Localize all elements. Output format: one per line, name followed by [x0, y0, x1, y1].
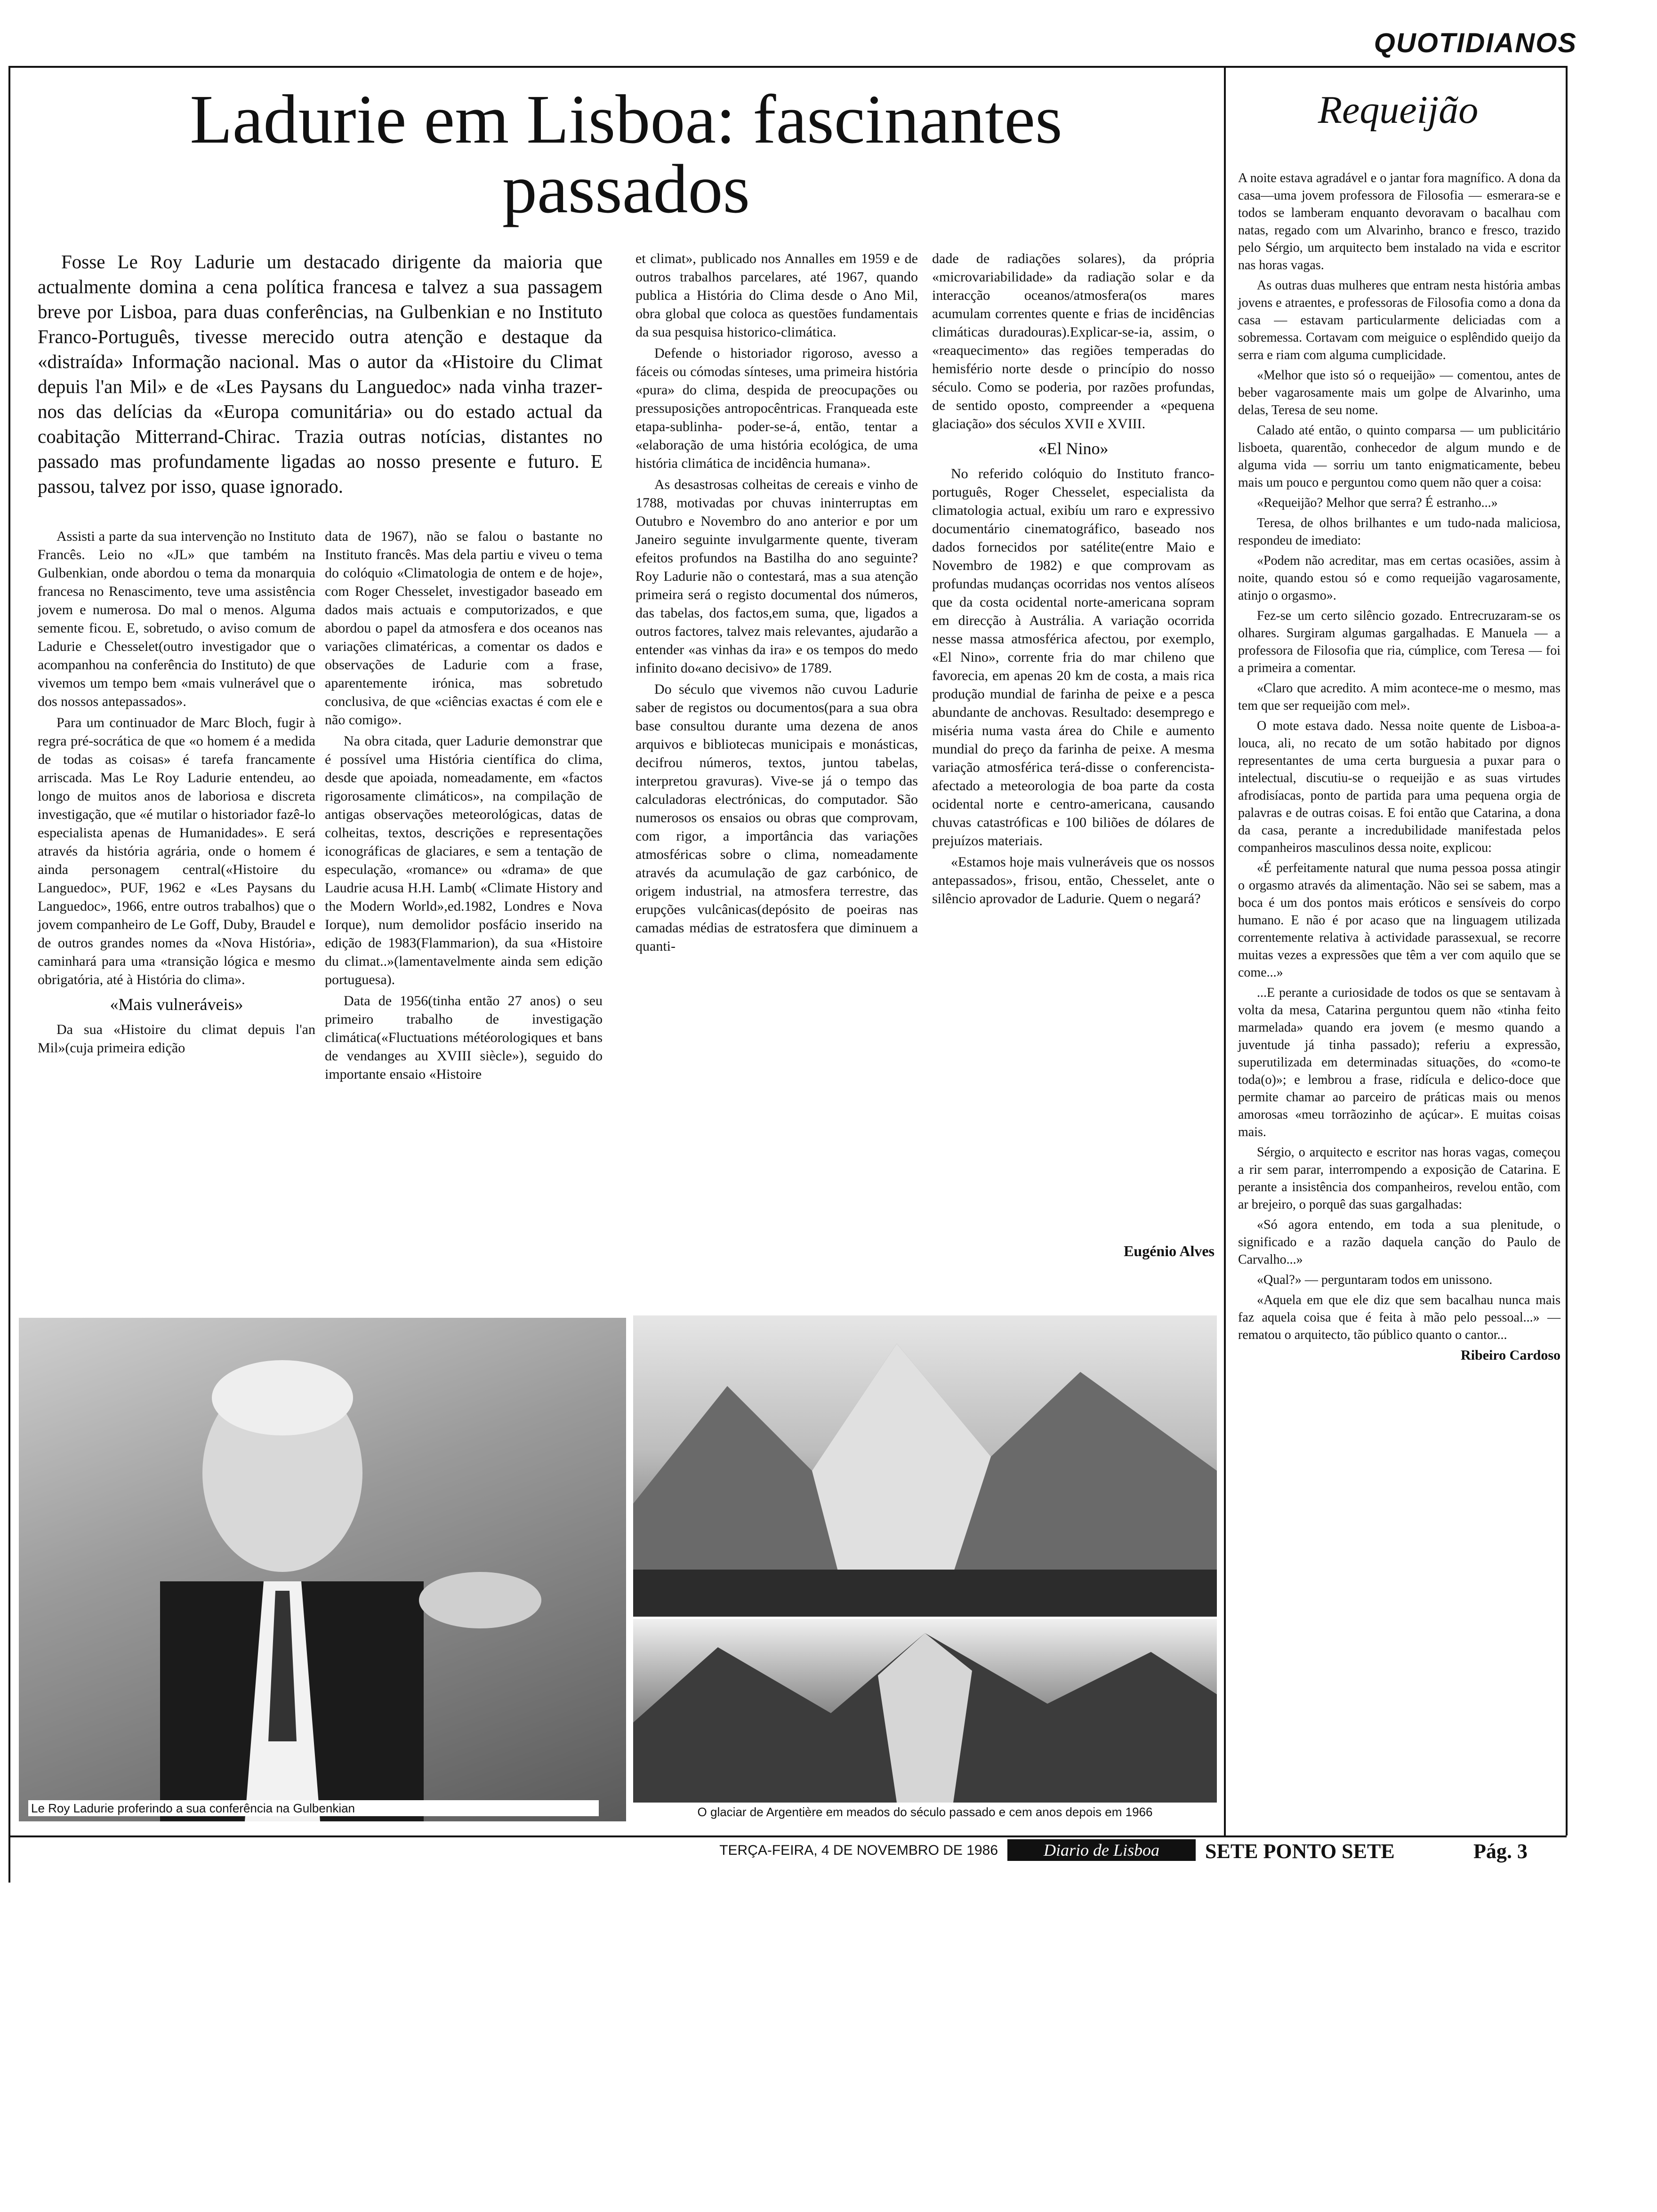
sidebar-title: Requeijão	[1318, 88, 1479, 132]
article-column-1	[38, 527, 315, 1060]
paragraph: No referido colóquio do Instituto franco-português, Roger Chesselet, especialista da climatologia actual, exibíu um raro e expressivo documentário cinematográfico, baseado nos dados fornecidos por satélite(entre Maio e Novembro de 1982) e que comprovam as profundas mudanças ocorridas nos ventos alíseos que da costa ocidental norte-americana sopram em direcção à Austrália. A variação ocorrida nesse massa atmosférica afectou, por exemplo, «El Nino», corrente fria do mar chileno que favorecia, em apenas 20 km de costa, a mais rica produção mundial de farinha de peixe e a pesca abundante de anchovas. Resultado: desemprego e miséria numa vasta área do Chile e aumento mundial do preço da farinha de peixe. A mesma variação atmosférica terá-disse o conferencista- afectado a meteorologia de boa parte da costa ocidental norte e centro-americana, causando chuvas catastróficas e 100 biliões de dólares de prejuízos materiais.	[932, 466, 1215, 849]
paragraph: «Só agora entendo, em toda a sua plenitude, o significado e a razão daquela canção do Paulo de Carvalho...»	[1238, 1218, 1560, 1267]
left-rule	[8, 66, 10, 1883]
paragraph: Para um continuador de Marc Bloch, fugir à regra pré-socrática de que «o homem é a medida de todas as coisas» é tarefa francamente arriscada. Mas Le Roy Ladurie entendeu, ao longo de muitos anos de laboriosa e discreta investigação, que «é mutilar o historiador fazê-lo especialista apenas de Humanidades». E será através da história agrária, onde o homem é ainda personagem central(«Histoire du Languedoc», PUF, 1962 e «Les Paysans du Languedoc», 1966, entre outros trabalhos) que o jovem companheiro de Le Goff, Duby, Braudel e de outros grandes nomes da «Nova História», caminhará para uma «transição lógica e mesmo obrigatória, até à História do clima».	[38, 715, 315, 987]
right-rule	[1566, 66, 1568, 1835]
column-divider	[1224, 66, 1226, 1835]
paragraph: Do século que vivemos não cuvou Ladurie saber de registos ou documentos(para a sua obra base consultou durante uma dezena de anos arquivos e bibliotecas municipais e monásticas, decifrou números, textos, juntou tabelas, interpretou gravuras). Vive-se já o tempo das calculadoras electrónicas, do computador. São numerosos os ensaios ou obras que comprovam, com rigor, a importância das variações atmosféricas sobre o clima, nomeadamente através da acumulação de gaz carbónico, de origem industrial, na atmosfera terrestre, das erupções vulcânicas(depósito de poeiras nas camadas médias de estratosfera que diminuem a quanti-	[635, 681, 918, 954]
paragraph: Teresa, de olhos brilhantes e um tudo-nada maliciosa, respondeu de imediato:	[1238, 516, 1560, 548]
page-title: Ladurie em Lisboa: fascinantes passados	[190, 81, 1062, 228]
article-column-3	[635, 249, 918, 958]
glacier-illustration	[633, 1315, 1217, 1617]
section-label: QUOTIDIANOS	[1374, 28, 1577, 58]
paragraph: Sérgio, o arquitecto e escritor nas horas vagas, começou a rir sem parar, interrompendo a exposição de Catarina. E perante a insistência dos companheiros, revelou então, com ar brejeiro, o porquê das suas gargalhadas:	[1238, 1145, 1560, 1212]
footer-masthead: Diario de Lisboa	[1007, 1839, 1196, 1861]
article-column-4	[932, 249, 1215, 911]
paragraph: O mote estava dado. Nessa noite quente de Lisboa-a-louca, ali, no recato de um sotão habitado por dignos representantes de uma certa burguesia a puxar para o intelectual, discutiu-se o requeijão e as suas virtudes afrodisíacas, ponto de partida para uma pequena orgia de palavras e de outras coisas. E foi então que Catarina, a dona da casa, perante a incredubilidade manifestada pelos companheiros masculinos dessa noite, explicou:	[1238, 719, 1560, 855]
paragraph: Na obra citada, quer Ladurie demonstrar que é possível uma História científica do clima, desde que apoiada, nomeadamente, em «factos rigorosamente climáticos», na compilação de antigas observações meteorológicas, datas de colheitas, textos, descrições e representações iconográficas de glaciares, e sem a tentação de especulação, «romance» ou «drama» de que Laudrie acusa H.H. Lamb( «Climate History and the Modern World»,ed.1982, Londres e Nova Iorque), num demolidor posfácio inserido na edição de 1983(Flammarion), da sua «Histoire du climat..»(lamentavelmente ainda sem edição portuguesa).	[325, 733, 603, 987]
glacier-1966-illustration	[633, 1619, 1217, 1803]
paragraph: «Estamos hoje mais vulneráveis que os nossos antepassados», frisou, então, Chesselet, ante o silêncio aprovador de Ladurie. Quem o negará?	[932, 854, 1215, 906]
paragraph: A noite estava agradável e o jantar fora magnífico. A dona da casa—uma jovem professora de Filosofia — esmerara-se e todos se lamberam enquanto devoravam o bacalhau com natas, regado com um Alvarinho, branco e fresco, trazido pelo Sérgio, um arquitecto bem instalado na vida e escritor nas horas vagas.	[1238, 171, 1560, 272]
footer-date: TERÇA-FEIRA, 4 DE NOVEMBRO DE 1986	[719, 1843, 998, 1858]
subheading-el-nino: «El Nino»	[1038, 439, 1109, 458]
paragraph: Fez-se um certo silêncio gozado. Entrecruzaram-se os olhares. Surgiram algumas gargalhadas. E Manuela — a professora de Filosofia que ria, cúmplice, com Teresa — foi a primeira a comentar.	[1238, 609, 1560, 675]
paragraph: dade de radiações solares), da própria «microvariabilidade» da radiação solar e da interacção oceanos/atmosfera(os mares acumulam correntes quente e frias de incidências climáticas duradouras).Explicar-se-ia, assim, o «reaquecimento» das regiões temperadas do hemisfério norte desde o princípio do nosso século. Como se poderia, por razões profundas, de sentido oposto, compreender a «pequena glaciação» dos séculos XVII e XVIII.	[932, 251, 1215, 432]
paragraph: «É perfeitamente natural que numa pessoa possa atingir o orgasmo através da alimentação. Não sei se sabem, mas a boca é um dos pontos mais eróticos e sensíveis do corpo humano. E não é por acaso que na linguagem utilizada correntemente relativa à actividade parassexual, se recorre muitas vezes a expressões que têm a ver com aquilo que se come...»	[1238, 861, 1560, 980]
paragraph: Calado até então, o quinto comparsa — um publicitário lisboeta, quarentão, conhecedor de algum mundo e de alguma vida — sorriu um tanto enigmaticamente, bebeu mais um pouco e perguntou como quem não quer a coisa:	[1238, 423, 1560, 490]
paragraph: «Aquela em que ele diz que sem bacalhau nunca mais faz aquela coisa que é feita à mão pelo pessoal...» — rematou o arquitecto, tão público quanto o cantor...	[1238, 1293, 1560, 1342]
paragraph: et climat», publicado nos Annalles em 1959 e de outros trabalhos parcelares, até 1967, quando publica a História do Clima desde o Ano Mil, obra global que coloca as questões fundamentais da sua pesquisa historico-climática.	[635, 251, 918, 340]
photo1-caption: Le Roy Ladurie proferindo a sua conferência na Gulbenkian	[28, 1800, 599, 1816]
photo-le-roy-ladurie	[19, 1318, 626, 1821]
paragraph: Data de 1956(tinha então 27 anos) o seu primeiro trabalho de investigação climática(«Fluctuations météorologiques et bans de vendanges au XVIII siècle»), seguido do importante ensaio «Histoire	[325, 993, 603, 1082]
portrait-illustration	[19, 1318, 626, 1821]
paragraph: «Qual?» — perguntaram todos em unissono.	[1257, 1273, 1493, 1287]
article-byline: Eugénio Alves	[1124, 1242, 1215, 1259]
subheading-mais-vulneraveis: «Mais vulneráveis»	[110, 995, 243, 1014]
glacier-photo-past	[633, 1315, 1217, 1617]
paragraph: Da sua «Histoire du climat depuis l'an Mil»(cuja primeira edição	[38, 1022, 315, 1056]
photo2-caption: O glaciar de Argentière em meados do século passado e cem anos depois em 1966	[697, 1805, 1153, 1819]
footer-supplement: SETE PONTO SETE	[1205, 1840, 1395, 1863]
paragraph: Defende o historiador rigoroso, avesso a fáceis ou cómodas sínteses, uma primeira história «pura» do clima, despida de preocupações ou pressuposições antropocêntricas. Franqueada este etapa-sublinha- poder-se-á, então, tentar a «elaboração de uma história ecológica, de uma história climática de incidência humana».	[635, 345, 918, 471]
paragraph: ...E perante a curiosidade de todos os que se sentavam à volta da mesa, Catarina perguntou quem não «tinha feito marmelada» quando era jovem (e mesmo quando a juventude já tinha passado); referiu a expressão, superutilizada em determinadas situações, do «como-te toda(o)»; e lembrou a frase, ridícula e delico-doce que permite chamar ao parceiro de práticas mais ou menos amorosas «meu torrãozinho de açúcar». E muitas coisas mais.	[1238, 986, 1560, 1139]
paragraph: As desastrosas colheitas de cereais e vinho de 1788, motivadas por chuvas ininterruptas em Outubro e Novembro do ano anterior e por um Janeiro seguinte invulgarmente quente, tiveram efeitos profundos na Bastilha do ano seguinte? Roy Ladurie não o contestará, mas a sua atenção primeira será o registo documental dos números, das tabelas, dos factos,em suma, que, ligados a outros factores, talvez mais relevantes, ajudarão a entender «as vinhas da ira» e os tempos do medo infinito do«ano decisivo» de 1789.	[635, 477, 918, 676]
glacier-photo-1966	[633, 1619, 1217, 1803]
footer-page-number: Pág. 3	[1473, 1840, 1528, 1863]
bottom-rule	[8, 1835, 1567, 1837]
top-rule	[8, 66, 1567, 68]
paragraph: As outras duas mulheres que entram nesta história ambas jovens e atraentes, e professoras de Filosofia como a dona da casa — estavam particularmente deliciadas com a sobremessa. Cortavam com meiguice o esplêndido queijo da serra e riam com alguma cumplicidade.	[1238, 278, 1560, 362]
paragraph: «Requeijão? Melhor que serra? É estranho...»	[1257, 496, 1498, 510]
lead-paragraph: Fosse Le Roy Ladurie um destacado dirigente da maioria que actualmente domina a cena política francesa e talvez a sua passagem breve por Lisboa, para duas conferências, na Gulbenkian e no Instituto Franco-Português, tivesse merecido outra atenção e destaque da «distraída» Informação nacional. Mas o autor da «Histoire du Climat depuis l'an Mil» e de «Les Paysans du Languedoc» nada vinha trazer-nos das delícias da «Europa comunitária» ou do estado actual da coabitação Mitterrand-Chirac. Trazia outras notícias, distantes no passado mas profundamente ligadas ao nosso presente e futuro. E passou, talvez por isso, quase ignorado.	[38, 251, 603, 497]
sidebar-column	[1238, 169, 1560, 1364]
paragraph: «Claro que acredito. A mim acontece-me o mesmo, mas tem que ser requeijão com mel».	[1238, 681, 1560, 713]
sidebar-byline: Ribeiro Cardoso	[1461, 1347, 1560, 1363]
paragraph: «Melhor que isto só o requeijão» — comentou, antes de beber vagarosamente mais um golpe de Alvarinho, uma delas, Teresa de seu nome.	[1238, 368, 1560, 417]
paragraph: data de 1967), não se falou o bastante no Instituto francês. Mas dela partiu e viveu o tema do colóquio «Climatologia de ontem e de hoje», com Roger Chesselet, investigador baseado em dados mais actuais e computorizados, e que abordou o papel da atmosfera e dos oceanos nas variações climatéricas, a comentar os dados e observações de Ladurie com a frase, aparentemente irónica, mas sobretudo conclusiva, de que «ciências exactas é com ele e não comigo».	[325, 529, 603, 728]
article-column-2	[325, 527, 603, 1086]
paragraph: Assisti a parte da sua intervenção no Instituto Francês. Leio no «JL» que também na Gulbenkian, onde abordou o tema da monarquia francesa no Renascimento, teve uma assistência jovem e numerosa. Do mal o menos. Alguma semente ficou. E, sobretudo, o aviso comum de Ladurie e Chesselet(outro investigador que o acompanhou na conferência do Instituto) de que vivemos um tempo bem «mais vulnerável que o dos nossos antepassados».	[38, 529, 315, 709]
paragraph: «Podem não acreditar, mas em certas ocasiões, assim à noite, quando estou só e como requeijão vagarosamente, atinjo o orgasmo».	[1238, 553, 1560, 603]
